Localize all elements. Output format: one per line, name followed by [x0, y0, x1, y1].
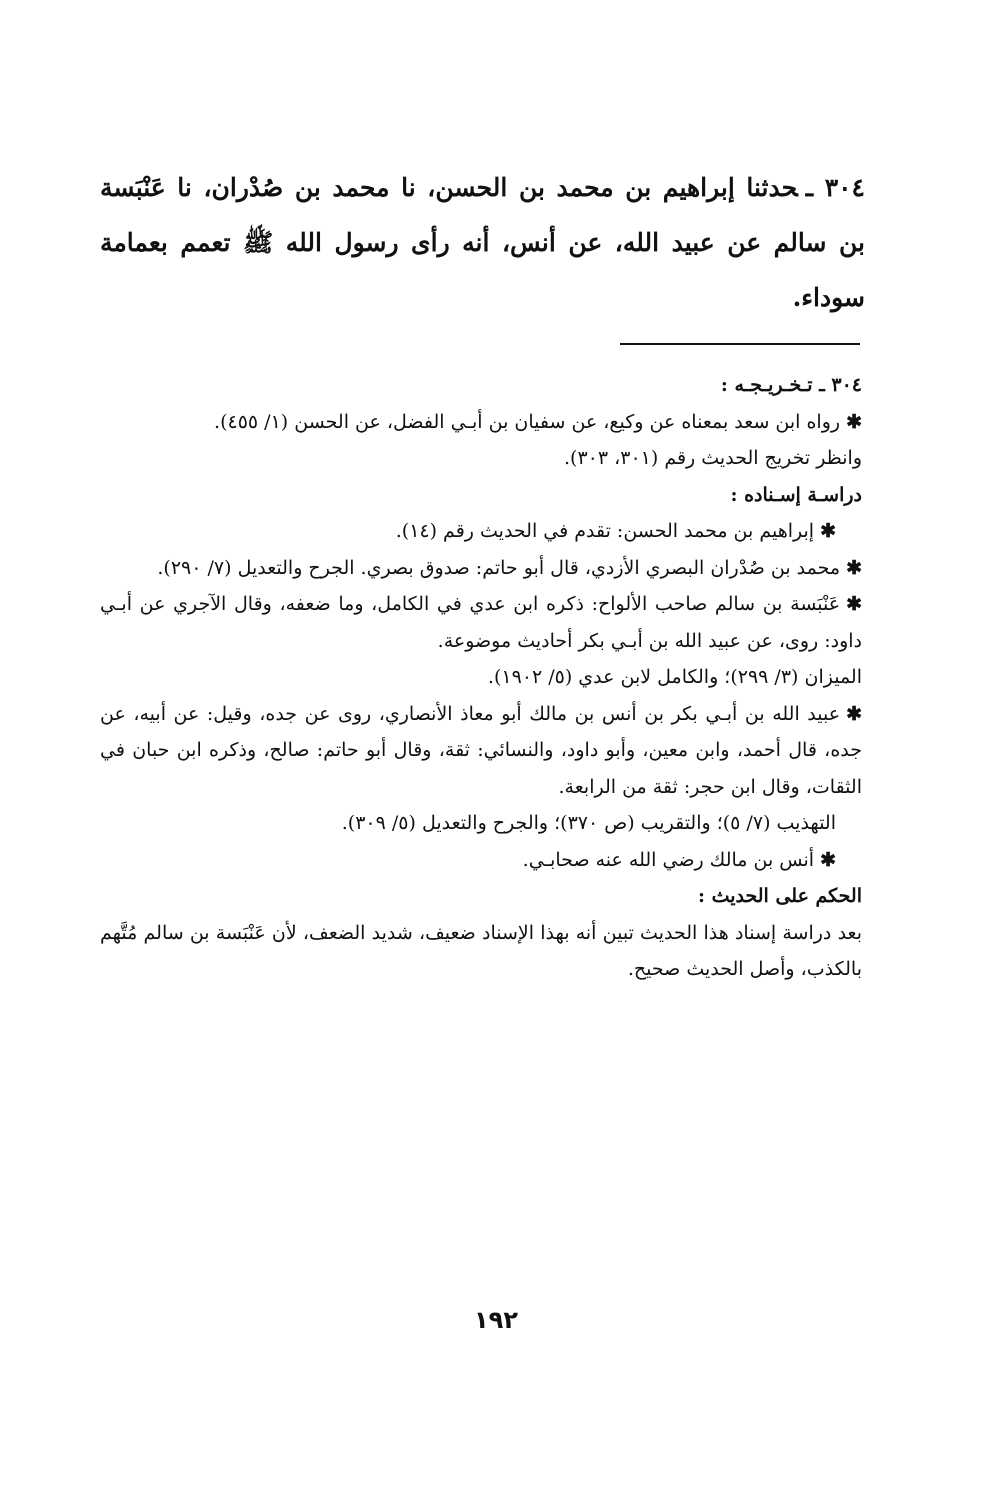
reference-line: التهذيب (٧/ ٥)؛ والتقريب (ص ٣٧٠)؛ والجرح والتعديل (٥/ ٣٠٩).	[341, 812, 836, 834]
star-bullet-icon: ✱	[846, 556, 862, 579]
takhrij-heading: ٣٠٤ ـ تـخـريـجـه :	[720, 374, 862, 396]
narrator-item	[100, 696, 862, 806]
takhrij-item	[100, 404, 862, 441]
ruling-heading: الحكم على الحديث :	[697, 885, 862, 907]
ruling-text: بعد دراسة إسناد هذا الحديث تبين أنه بهذا الإسناد ضعيف، شديد الضعف، لأن عَنْبَسة بن سالم مُتَّهم بالكذب، وأصل الحديث صحيح.	[100, 921, 862, 980]
hadith-text: حدثنا إبراهيم بن محمد بن الحسن، نا محمد بن صُدْران، نا عَنْبَسة بن سالم عن عبيد الله، عن أنس، أنه رأى رسول الله ﷺ تعمم بعمامة سوداء.	[100, 173, 865, 312]
reference-line: الميزان (٣/ ٢٩٩)؛ والكامل لابن عدي (٥/ ١٩٠٢).	[487, 666, 862, 688]
isnad-heading: دراسـة إسـناده :	[730, 483, 862, 506]
narrator-text: عبيد الله بن أبـي بكر بن أنس بن مالك أبو معاذ الأنصاري، روى عن جده، وقيل: عن أبيه، عن جده، قال أحمد، وابن معين، وأبو داود، والنسائي: ثقة، وقال أبو حاتم: صالح، وذكره ابن حبان في الثقات، وقال ابن حجر: ثقة من الرابعة.	[100, 702, 862, 798]
narrator-item	[100, 550, 862, 587]
page-number: ١٩٢	[474, 1306, 518, 1334]
narrator-text: عَنْبَسة بن سالم صاحب الألواح: ذكره ابن عدي في الكامل، وما ضعفه، وقال الآجري عن أبـي داود: روى، عن عبيد الله بن أبـي بكر أحاديث موضوعة.	[100, 593, 862, 652]
star-bullet-icon: ✱	[820, 848, 836, 871]
footnote-separator	[620, 343, 860, 345]
star-bullet-icon: ✱	[820, 520, 836, 542]
narrator-text: محمد بن صُدْران البصري الأزدي، قال أبو حاتم: صدوق بصري. الجرح والتعديل (٧/ ٢٩٠).	[157, 556, 841, 579]
takhrij-item-text: رواه ابن سعد بمعناه عن وكيع، عن سفيان بن أبـي الفضل، عن الحسن (١/ ٤٥٥).	[214, 410, 841, 433]
hadith-number: ٣٠٤ ـ	[805, 173, 865, 202]
star-bullet-icon: ✱	[846, 410, 862, 433]
narrator-text: إبراهيم بن محمد الحسن: تقدم في الحديث رقم (١٤).	[395, 520, 815, 542]
narrator-item	[100, 513, 862, 550]
hadith-block	[100, 160, 865, 325]
narrator-item	[100, 586, 862, 659]
star-bullet-icon: ✱	[846, 593, 862, 615]
narrator-item	[100, 842, 862, 879]
narrator-text: أنس بن مالك رضي الله عنه صحابـي.	[522, 848, 815, 871]
takhrij-ref: وانظر تخريج الحديث رقم (٣٠١، ٣٠٣).	[564, 447, 862, 469]
hadith-paragraph	[100, 160, 865, 325]
star-bullet-icon: ✱	[846, 702, 862, 725]
footnotes	[100, 367, 862, 988]
